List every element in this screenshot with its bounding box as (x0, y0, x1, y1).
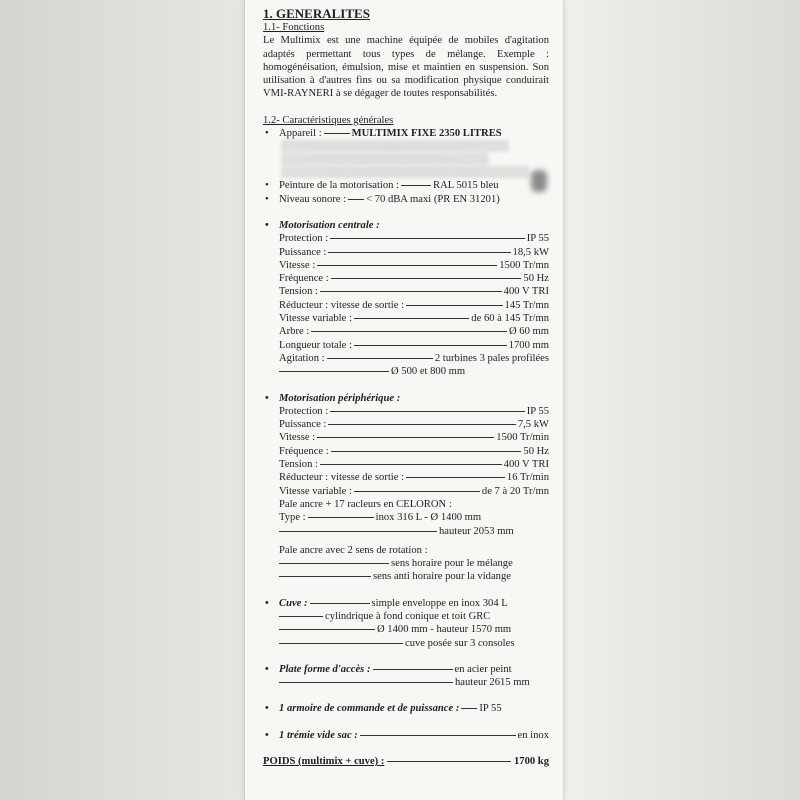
plateforme-row: • Plate forme d'accès : en acier peint (263, 663, 549, 676)
centrale-spec-value: 1500 Tr/mn (499, 259, 549, 271)
motorisation-centrale-heading: • Motorisation centrale : (263, 219, 549, 232)
centrale-spec-value: de 60 à 145 Tr/mn (471, 313, 549, 325)
centrale-spec-label: Puissance : (279, 246, 327, 258)
cuve-row: • Cuve : simple enveloppe en inox 304 L (263, 597, 549, 610)
centrale-spec-row (263, 325, 549, 338)
peripherique-spec-label: Puissance : (279, 419, 327, 431)
peripherique-spec-value: de 7 à 20 Tr/mn (481, 485, 549, 497)
peripherique-spec-row (263, 405, 549, 418)
redacted-line (281, 140, 509, 152)
centrale-spec-value: IP 55 (526, 233, 549, 245)
peripherique-spec-label: Tension : (279, 459, 318, 471)
background-left (0, 0, 244, 800)
redacted-line (281, 153, 489, 165)
centrale-spec-label: Arbre : (279, 326, 310, 338)
rotation-horaire: sens horaire pour le mélange (263, 557, 549, 570)
rotation-label: Pale ancre avec 2 sens de rotation : (279, 544, 428, 556)
rotation-anti-horaire: sens anti horaire pour la vidange (263, 570, 549, 583)
centrale-spec-row (263, 339, 549, 352)
centrale-spec-value: 2 turbines 3 pales profilées (434, 352, 549, 364)
centrale-spec-value: 145 Tr/mn (504, 299, 549, 311)
document-page (244, 0, 564, 800)
peripherique-spec-row (263, 431, 549, 444)
centrale-spec-row (263, 272, 549, 285)
type-row: Type : inox 316 L - Ø 1400 mm (279, 512, 482, 524)
pale-ancre-text: Pale ancre + 17 racleurs en CELORON : (279, 498, 452, 510)
cuve-line-2: cylindrique à fond conique et toit GRC (263, 610, 549, 623)
motorisation-centrale-list (263, 232, 549, 365)
cuve-line-4: cuve posée sur 3 consoles (263, 637, 549, 650)
subsection-fonctions-heading: 1.1- Fonctions (263, 22, 325, 33)
centrale-spec-row (263, 246, 549, 259)
centrale-spec-label: Vitesse variable : (279, 313, 352, 325)
centrale-spec-row (263, 299, 549, 312)
fonctions-paragraph: Le Multimix est une machine équipée de mobiles d'agitation adaptés permettant tous types de mélange. Exemple : homogénéisation, émulsion, mise et maintien en suspension. Son utilisation à d'autres fins ou sa modification physique conduirait VMI-RAYNERI à se dégager de toutes responsabilités. (263, 35, 549, 100)
peripherique-spec-row (263, 445, 549, 458)
subsection-caracteristiques-heading: 1.2- Caractéristiques générales (263, 114, 394, 126)
peripherique-spec-value: 16 Tr/min (506, 472, 549, 484)
peripherique-spec-value: 1500 Tr/min (496, 432, 549, 444)
centrale-spec-label: Réducteur : vitesse de sortie : (279, 299, 405, 311)
niveau-sonore-row: • Niveau sonore : < 70 dBA maxi (PR EN 31201) (263, 193, 549, 206)
peripherique-spec-label: Vitesse variable : (279, 485, 352, 497)
peripherique-spec-value: 400 V TRI (503, 459, 549, 471)
centrale-spec-value: Ø 60 mm (508, 326, 549, 338)
peripherique-spec-value: 50 Hz (523, 445, 549, 457)
plateforme-continuation: hauteur 2615 mm (263, 676, 549, 689)
peripherique-spec-label: Fréquence : (279, 445, 329, 457)
peripherique-spec-row (263, 485, 549, 498)
centrale-spec-label: Vitesse : (279, 259, 316, 271)
centrale-spec-row (263, 259, 549, 272)
peripherique-spec-label: Vitesse : (279, 432, 316, 444)
tremie-row: • 1 trémie vide sac : en inox (263, 729, 549, 742)
centrale-spec-label: Longueur totale : (279, 339, 352, 351)
peripherique-spec-label: Protection : (279, 405, 329, 417)
appareil-row: • Appareil : MULTIMIX FIXE 2350 LITRES (263, 127, 549, 140)
background-right (562, 0, 800, 800)
centrale-spec-value: 50 Hz (523, 273, 549, 285)
centrale-spec-label: Agitation : (279, 352, 325, 364)
poids-row: POIDS (multimix + cuve) : 1700 kg (263, 756, 549, 768)
centrale-spec-value: 1700 mm (508, 339, 549, 351)
centrale-spec-row (263, 232, 549, 245)
centrale-spec-value: 400 V TRI (503, 286, 549, 298)
agitation-continuation: Ø 500 et 800 mm (263, 365, 549, 378)
redacted-line (281, 166, 529, 178)
centrale-spec-value: 18,5 kW (512, 246, 549, 258)
peinture-row: • Peinture de la motorisation : RAL 5015 bleu (263, 179, 549, 192)
peripherique-spec-row (263, 471, 549, 484)
peripherique-spec-value: 7,5 kW (517, 419, 549, 431)
section-title: 1. GENERALITES (263, 6, 370, 21)
centrale-spec-row (263, 285, 549, 298)
centrale-spec-row (263, 352, 549, 365)
peripherique-spec-label: Réducteur : vitesse de sortie : (279, 472, 405, 484)
peripherique-spec-row (263, 458, 549, 471)
document-content (263, 6, 549, 768)
cuve-line-3: Ø 1400 mm - hauteur 1570 mm (263, 623, 549, 636)
centrale-spec-label: Fréquence : (279, 273, 329, 285)
motorisation-peripherique-list (263, 405, 549, 498)
armoire-row: • 1 armoire de commande et de puissance : IP 55 (263, 702, 549, 715)
peripherique-spec-row (263, 418, 549, 431)
centrale-spec-label: Protection : (279, 233, 329, 245)
peripherique-spec-value: IP 55 (526, 405, 549, 417)
type-continuation: hauteur 2053 mm (263, 525, 549, 538)
centrale-spec-row (263, 312, 549, 325)
motorisation-peripherique-heading: • Motorisation périphérique : (263, 392, 549, 405)
centrale-spec-label: Tension : (279, 286, 318, 298)
